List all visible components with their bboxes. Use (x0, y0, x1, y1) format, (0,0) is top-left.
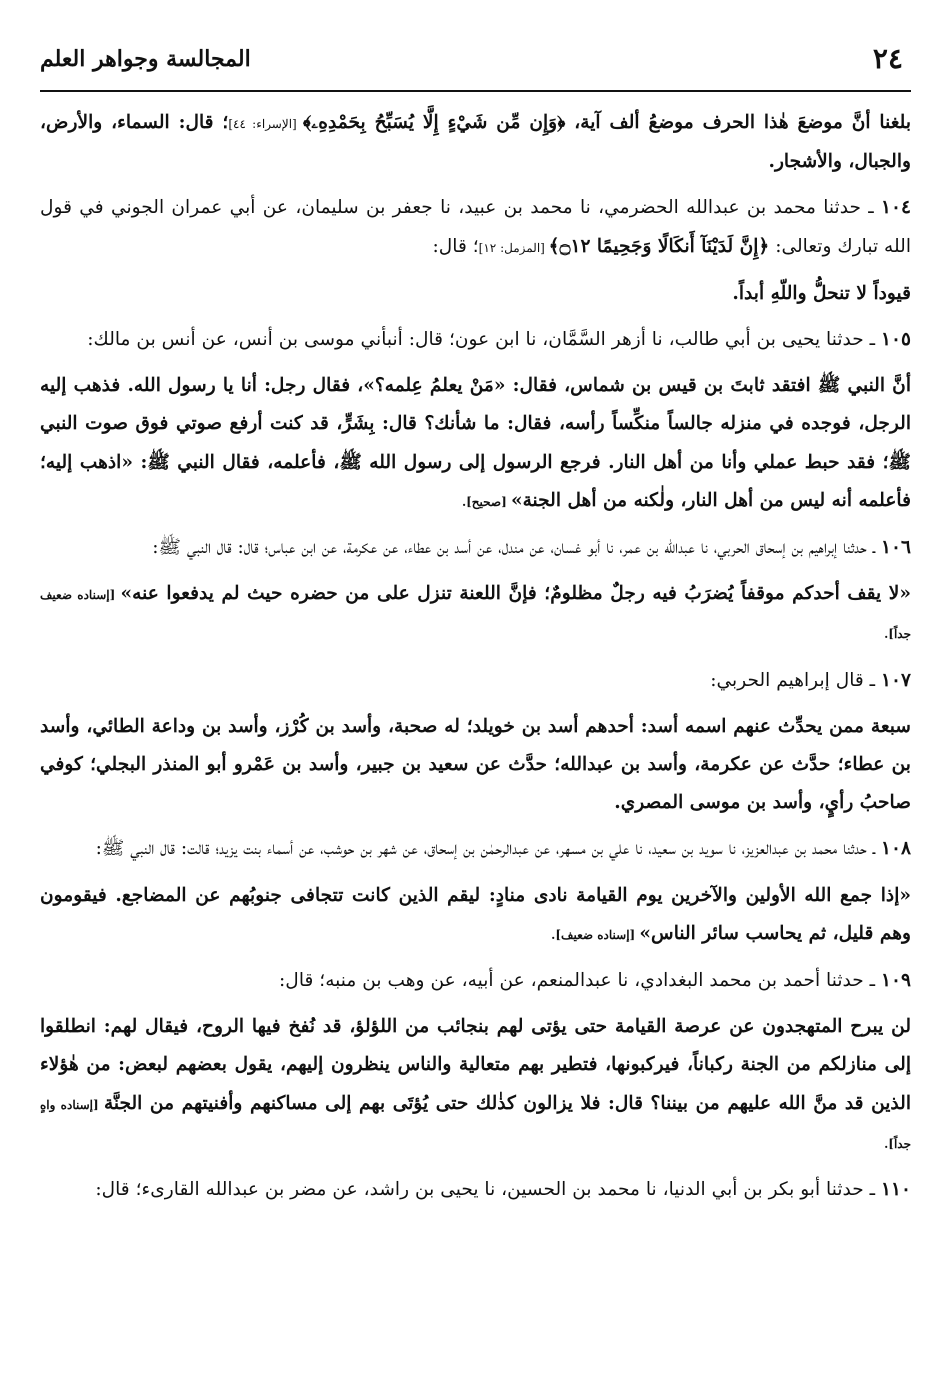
text-span: ؛ قال: (432, 235, 479, 257)
num-span: ١٠٧ (881, 669, 911, 691)
paragraph-14 (40, 1171, 911, 1209)
paragraph-7 (40, 575, 911, 653)
text-span: ـ حدثنا إبراهيم بن إسحاق الحربي، نا عبدالله بن عمر، نا أبو غسان، عن مندل، عن أسد بن عطاء، عن عكرمة، عن ابن عباس؛ قال: قال النبي ﷺ: (152, 537, 882, 559)
text-span: ؛ قال: السماء، والأرض، والجبال، والأشجار. (40, 112, 911, 173)
grade-span: [إسناده واهٍ جداً]. (40, 1097, 911, 1151)
text-span: «إذا جمع الله الأولين والآخرين يوم القيامة نادى منادٍ: ليقم الذين كانت تتجافى جنوبُهم عن المضاجع. فيقومون وهم قليل، ثم يحاسب سائر الناس» (40, 884, 911, 944)
num-span: ١٠٨ (881, 838, 911, 860)
text-span: قيوداً لا تنحلُّ واللّهِ أبداً. (732, 282, 911, 304)
ref-span: [الإسراء: ٤٤] (228, 117, 303, 131)
page-number: ٢٤ (872, 42, 903, 75)
num-span: ١٠٥ (881, 329, 911, 351)
book-title: المجالسة وجواهر العلم (40, 46, 251, 72)
paragraph-2 (40, 189, 911, 266)
grade-span: [صحيح]. (461, 494, 511, 509)
paragraph-8 (40, 662, 911, 700)
text-span: ـ حدثنا أحمد بن محمد البغدادي، نا عبدالمنعم، عن أبيه، عن وهب بن منبه؛ قال: (279, 970, 882, 992)
q-span: ﴿وَإِن مِّن شَيْءٍ إِلَّا يُسَبِّحُ بِحَمْدِهِۦ﴾ (302, 112, 566, 133)
paragraph-11 (40, 877, 911, 954)
text-span: ـ حدثنا محمد بن عبدالعزيز، نا سويد بن سعيد، نا علي بن مسهر، عن عبدالرحمٰن بن إسحاق، عن شهر بن حوشب، عن أسماء بنت يزيد؛ قالت: قال النبي ﷺ: (95, 838, 882, 860)
paragraph-9 (40, 708, 911, 823)
paragraph-13 (40, 1008, 911, 1163)
text-body (40, 104, 911, 1217)
text-span: ـ حدثنا محمد بن عبدالله الحضرمي، نا محمد بن عبيد، نا جعفر بن سليمان، عن أبي عمران الجوني في قول الله تبارك وتعالى: (40, 197, 911, 257)
num-span: ١٠٤ (881, 197, 911, 219)
q-span: ﴿إِنَّ لَدَيْنَآ أَنكَالًا وَجَحِيمًا ۝١٢﴾ (548, 235, 770, 257)
running-header (40, 40, 911, 92)
paragraph-4 (40, 321, 911, 359)
paragraph-12 (40, 962, 911, 1000)
text-span: ـ قال إبراهيم الحربي: (710, 669, 882, 691)
paragraph-1 (40, 104, 911, 181)
num-span: ١١٠ (881, 1179, 911, 1201)
grade-span: [إسناده ضعيف]. (551, 927, 640, 942)
paragraph-3 (40, 275, 911, 313)
text-span: لن يبرح المتهجدون عن عرصة القيامة حتى يؤتى لهم بنجائب من اللؤلؤ، قد نُفخ فيها الروح، فيقال لهم: انطلقوا إلى منازلكم من الجنة ركباناً، فيركبونها، فتطير بهم متعالية والناس ينظرون إليهم، يقول بعضهم لبعض: من هٰؤلاء الذين قد منَّ الله عليهم من بيننا؟ قال: فلا يزالون كذٰلك حتى يُؤتَى بهم إلى مساكنهم وأفنيتهم من الجنَّة (40, 1016, 912, 1114)
text-span: «لا يقف أحدكم موقفاً يُضرَبُ فيه رجلٌ مظلومٌ؛ فإنَّ اللعنة تنزل على من حضره حيث لم يدفعوا عنه» (120, 583, 911, 605)
ref-span: [المزمل: ١٢] (478, 240, 549, 255)
grade-span: [إسناده ضعيف جداً]. (40, 588, 911, 642)
paragraph-10 (40, 830, 911, 868)
num-span: ١٠٦ (881, 537, 911, 559)
num-span: ١٠٩ (881, 970, 911, 992)
text-span: سبعة ممن يحدِّث عنهم اسمه أسد: أحدهم أسد بن خويلد؛ له صحبة، وأسد بن كُرْز، وأسد بن وداعة الطائي، وأسد بن عطاء؛ حدَّث عن عكرمة، وأسد بن عبدالله؛ حدَّث عن سعيد بن جبير، وأسد بن عَمْرو أبو المنذر البجلي؛ كوفي صاحبُ رأيٍ، وأسد بن موسى المصري. (40, 715, 911, 814)
paragraph-6 (40, 529, 911, 567)
text-span: أنَّ النبي ﷺ افتقد ثابتَ بن قيس بن شماس، فقال: «مَنْ يعلمُ عِلمه؟»، فقال رجل: أنا يا رسول الله. فذهب إليه الرجل، فوجده في منزله جالساً منكِّساً رأسه، فقال: ما شأنك؟ قال: بِشَرٍّ، قد كنت أرفع صوتي فوق صوت النبي ﷺ؛ فقد حبط عملي وأنا من أهل النار. فرجع الرسول إلى رسول الله ﷺ، فأعلمه، فقال النبي ﷺ: «اذهب إليه؛ فأعلمه أنه ليس من أهل النار، ولٰكنه من أهل الجنة» (40, 375, 911, 511)
text-span: بلغنا أنَّ موضعَ هٰذا الحرف موضعُ ألف آية، (565, 112, 912, 133)
paragraph-5 (40, 367, 911, 521)
text-span: ـ حدثنا يحيى بن أبي طالب، نا أزهر السَّمَّان، نا ابن عون؛ قال: أنبأني موسى بن أنس، عن أنس بن مالك: (87, 329, 882, 351)
text-span: ـ حدثنا أبو بكر بن أبي الدنيا، نا محمد بن الحسين، نا يحيى بن راشد، عن مضر بن عبدالله القارىء؛ قال: (95, 1179, 882, 1201)
